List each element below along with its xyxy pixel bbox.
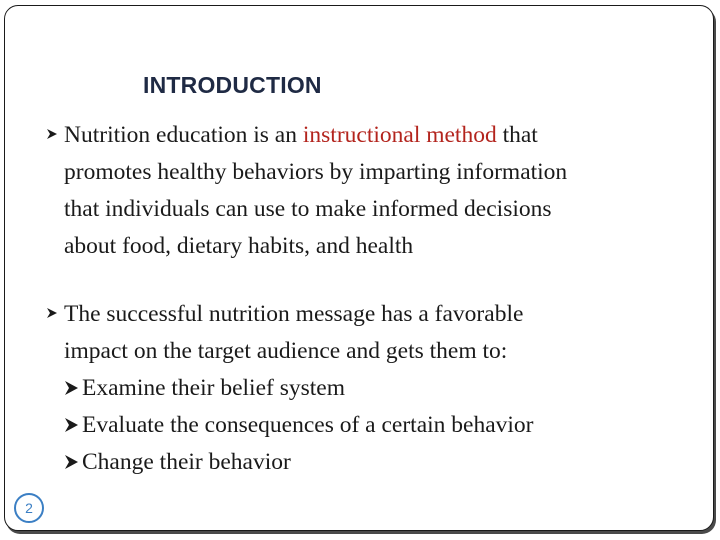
sub-list [64,370,686,481]
page-number: 2 [14,493,44,523]
sub-item-text: Change their behavior [82,449,291,475]
bullet-line: impact on the target audience and gets them to: [64,338,508,364]
sub-item-text: Examine their belief system [82,375,345,401]
bullet-arrow-icon [46,307,58,319]
bullet-arrow-icon [46,128,58,140]
bullet-line: about food, dietary habits, and health [64,233,414,259]
bullet-line [46,117,686,154]
bullet-line [46,296,686,333]
bullet-text: Nutrition education is an [64,122,303,148]
bullet-text: that [496,122,538,148]
slide-title: INTRODUCTION [143,72,322,98]
bullet-line: promotes healthy behaviors by imparting information [64,159,568,185]
bullet-item-1 [46,117,686,265]
bullet-item-2 [46,296,686,481]
sub-item-text: Evaluate the consequences of a certain behavior [82,412,534,438]
arrow-right-icon [64,417,79,433]
sub-list-item [64,407,686,444]
sub-list-item [64,444,686,481]
sub-list-item [64,370,686,407]
arrow-right-icon [64,454,79,470]
highlight-text: instructional method [302,122,497,148]
bullet-line: that individuals can use to make informed decisions [64,196,552,222]
bullet-text: The successful nutrition message has a favorable [64,301,524,327]
arrow-right-icon [64,380,79,396]
